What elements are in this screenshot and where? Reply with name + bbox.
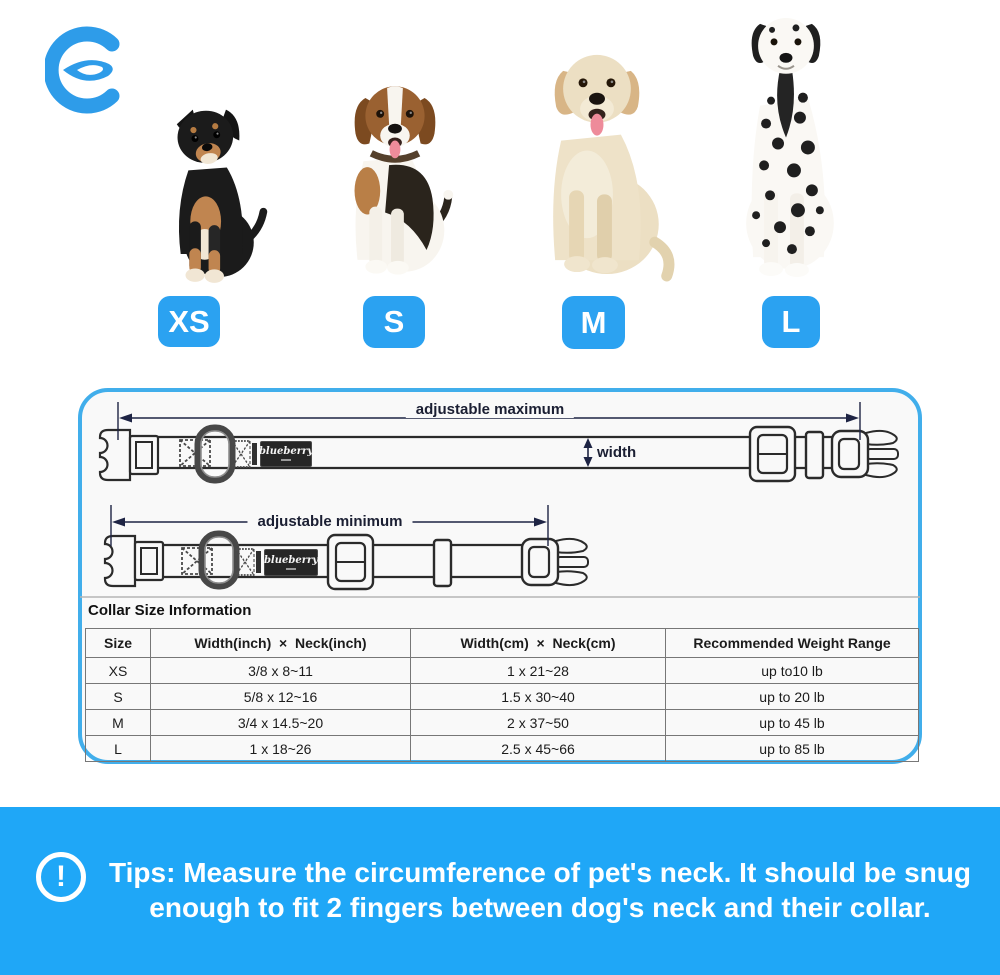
dog-image-l	[708, 6, 858, 280]
cell-size: S	[86, 684, 151, 710]
collar-bottom	[105, 534, 588, 589]
dog-image-xs	[148, 96, 273, 288]
tips-text	[100, 855, 980, 925]
size-badge-xs: XS	[158, 296, 220, 347]
collar-size-table	[85, 628, 919, 762]
tips-line-2: enough to fit 2 fingers between dog's neck and their collar.	[149, 892, 931, 923]
table-row	[86, 658, 919, 684]
exclamation-glyph: !	[56, 860, 66, 893]
collar-brand-text: blueberry	[263, 554, 319, 566]
collar-brand-tag-top	[260, 441, 312, 467]
width-arrow	[584, 438, 593, 467]
collar-brand-sub-mark	[286, 568, 296, 570]
dog-image-m	[515, 33, 675, 285]
cell-inch: 5/8 x 12~16	[151, 684, 411, 710]
exclamation-circle-icon	[36, 852, 86, 902]
cell-weight: up to 20 lb	[666, 684, 919, 710]
brand-e-logo-icon	[45, 14, 127, 126]
cell-weight: up to 85 lb	[666, 736, 919, 762]
cell-cm: 2 x 37~50	[411, 710, 666, 736]
collar-brand-sub-mark	[281, 459, 291, 461]
size-badge-s: S	[363, 296, 425, 348]
cell-size: XS	[86, 658, 151, 684]
header-weight-range: Recommended Weight Range	[666, 629, 919, 658]
table-row	[86, 736, 919, 762]
cell-cm: 1 x 21~28	[411, 658, 666, 684]
header-size: Size	[86, 629, 151, 658]
width-label: width	[597, 444, 637, 461]
cell-cm: 1.5 x 30~40	[411, 684, 666, 710]
adjustable-minimum-label: adjustable minimum	[247, 513, 412, 530]
cell-weight: up to10 lb	[666, 658, 919, 684]
collar-brand-text: blueberry	[258, 446, 314, 457]
header-width-neck-cm: Width(cm) × Neck(cm)	[411, 629, 666, 658]
cell-inch: 3/8 x 8~11	[151, 658, 411, 684]
size-badge-l: L	[762, 296, 820, 348]
collar-brand-tag-bottom	[264, 549, 318, 576]
cell-inch: 3/4 x 14.5~20	[151, 710, 411, 736]
dog-image-s	[320, 70, 468, 283]
collar-top	[100, 427, 898, 481]
table-row	[86, 710, 919, 736]
table-row	[86, 684, 919, 710]
size-badge-m: M	[562, 296, 625, 349]
cell-size: M	[86, 710, 151, 736]
cell-size: L	[86, 736, 151, 762]
header-width-neck-inch: Width(inch) × Neck(inch)	[151, 629, 411, 658]
table-header-row	[86, 629, 919, 658]
table-title: Collar Size Information	[88, 602, 252, 619]
cell-cm: 2.5 x 45~66	[411, 736, 666, 762]
adjustable-maximum-label: adjustable maximum	[406, 401, 574, 418]
tips-line-1: Tips: Measure the circumference of pet's neck. It should be snug	[109, 857, 971, 888]
cell-weight: up to 45 lb	[666, 710, 919, 736]
cell-inch: 1 x 18~26	[151, 736, 411, 762]
